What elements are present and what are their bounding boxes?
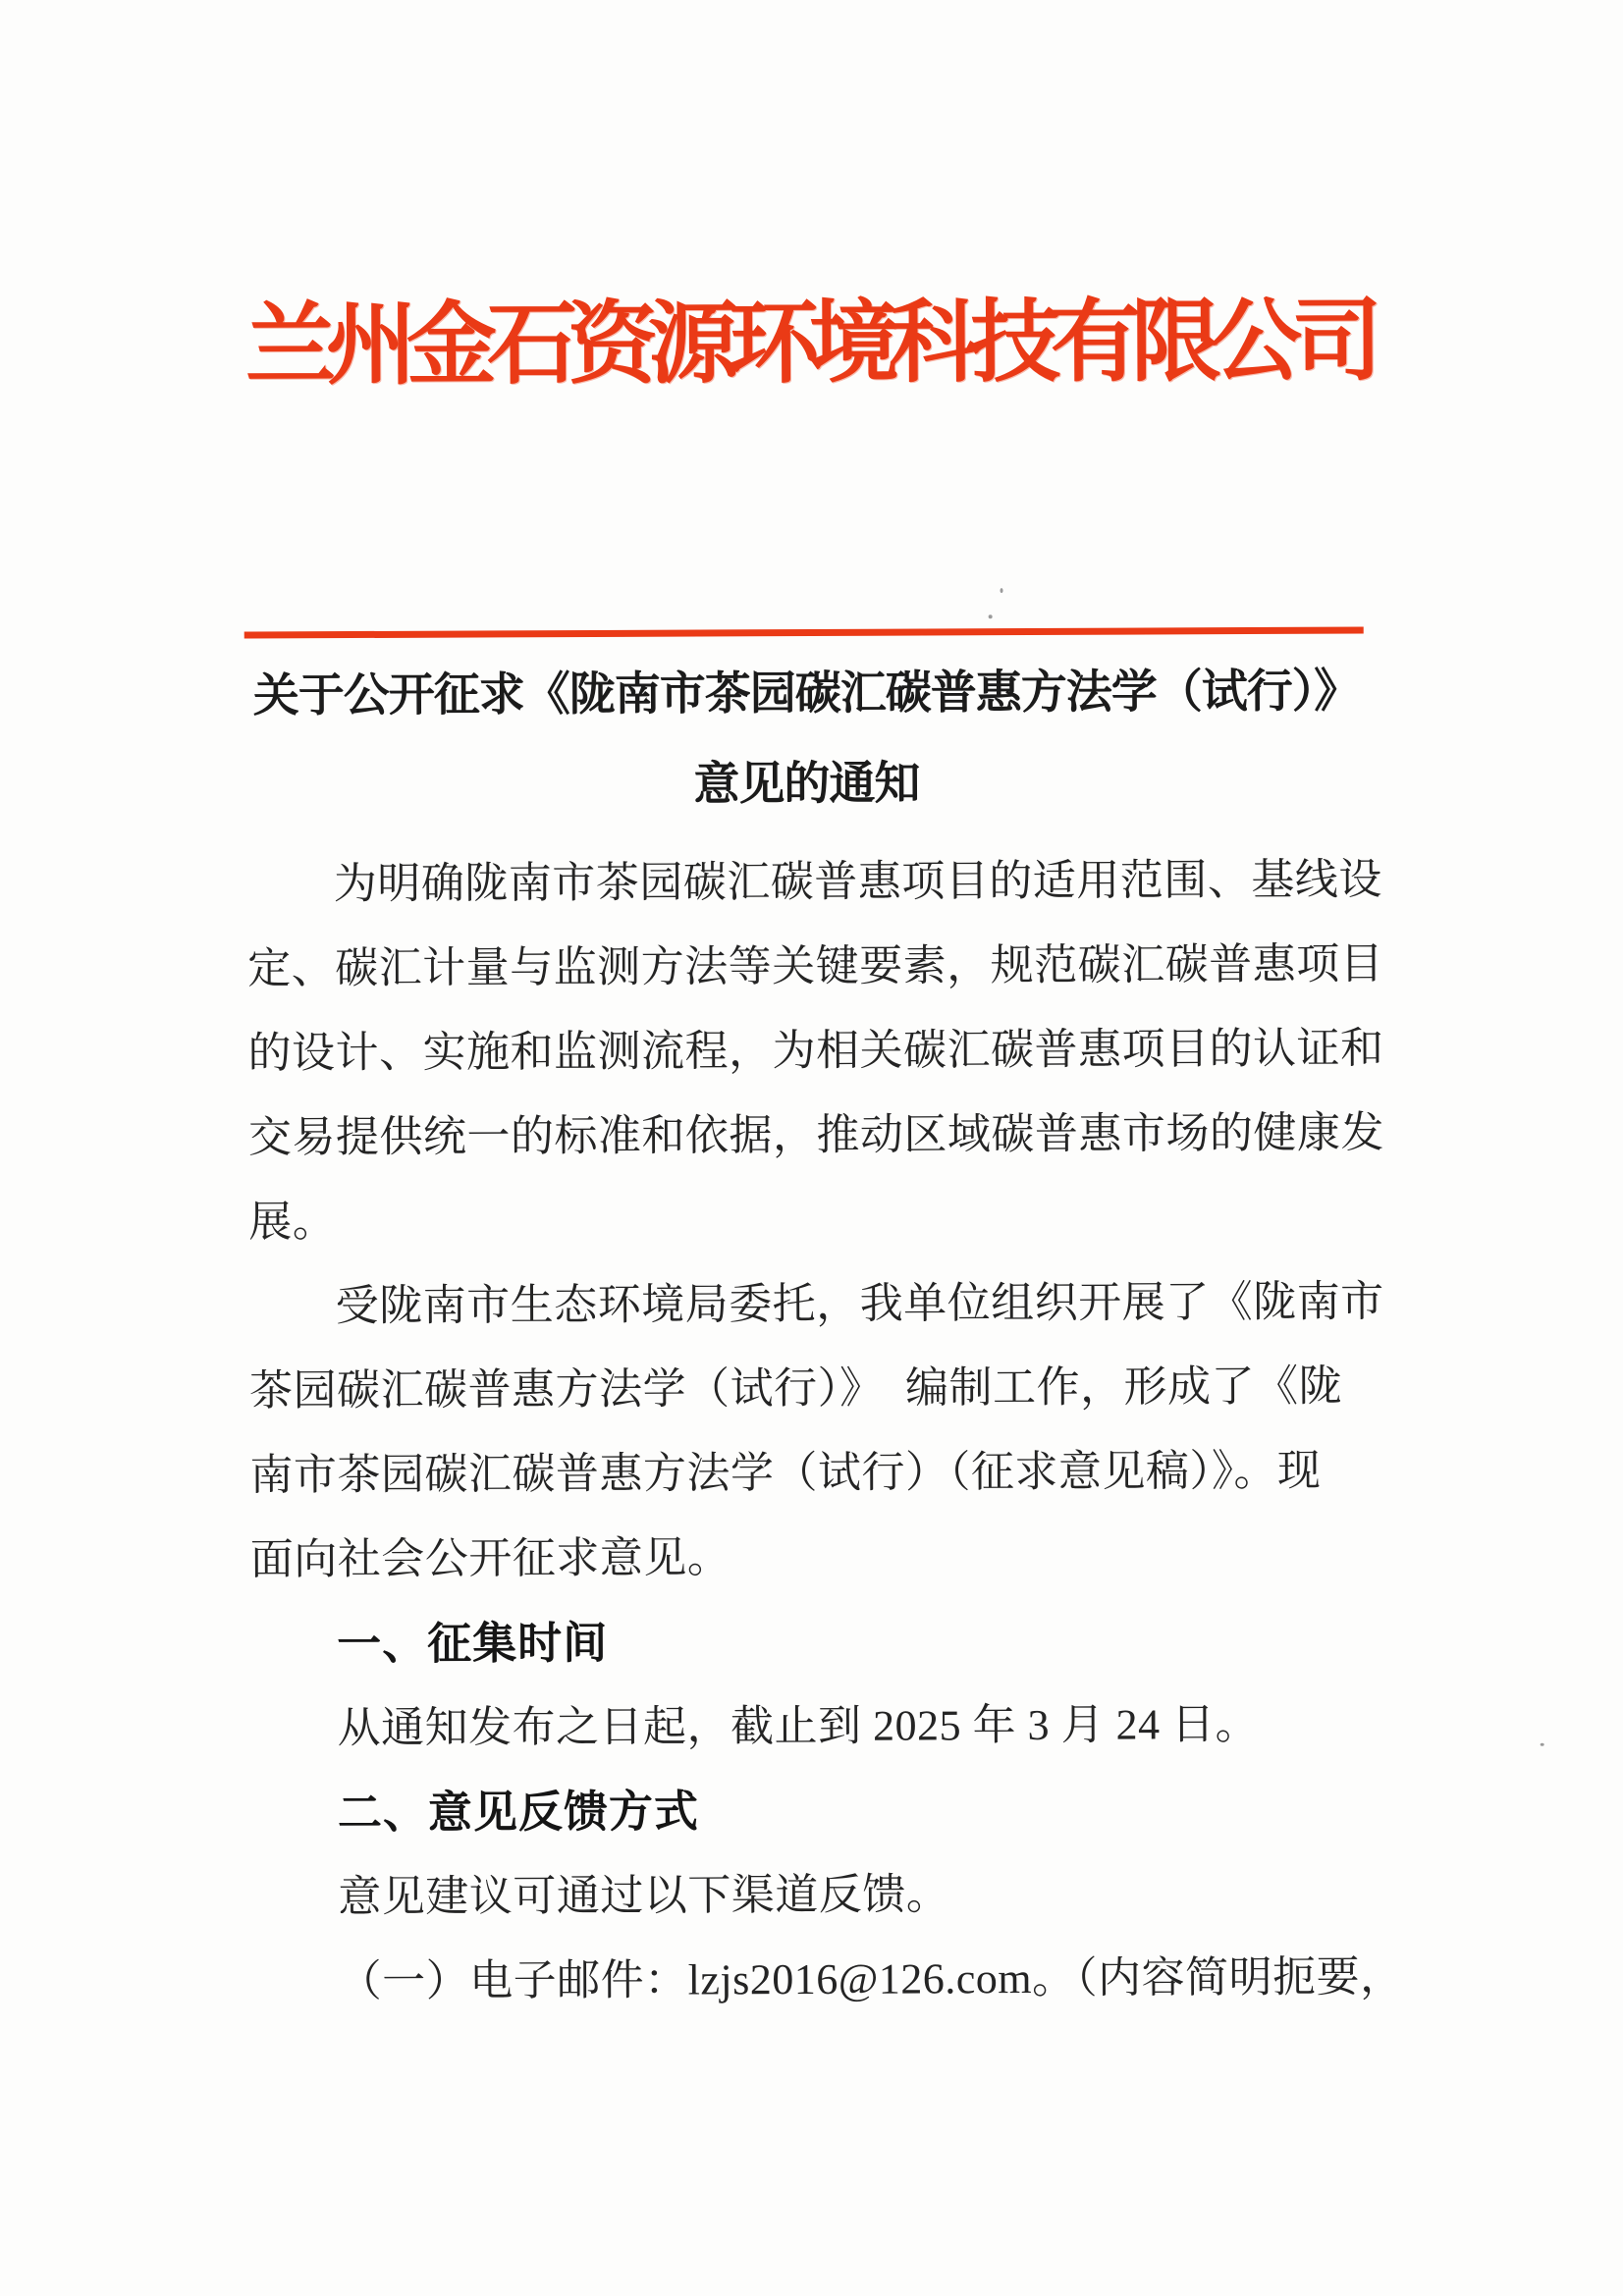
body-line: 受陇南市生态环境局委托，我单位组织开展了《陇南市 — [335, 1277, 1384, 1331]
document-title-line1: 关于公开征求《陇南市茶园碳汇碳普惠方法学（试行）》 — [252, 666, 1360, 722]
body-line: 南市茶园碳汇碳普惠方法学（试行）（征求意见稿）》。现 — [249, 1446, 1322, 1500]
section-heading-feedback-method: 二、意见反馈方式 — [337, 1786, 700, 1839]
body-line: 展。 — [248, 1198, 337, 1247]
body-line: 的设计、实施和监测流程，为相关碳汇碳普惠项目的认证和 — [247, 1024, 1384, 1078]
scan-speck — [1001, 588, 1003, 593]
document-title-line2: 意见的通知 — [693, 758, 920, 811]
deadline-line: 从通知发布之日起，截止到 2025 年 3 月 24 日。 — [337, 1700, 1260, 1753]
email-line: （一）电子邮件：lzjs2016@126.com。（内容简明扼要， — [338, 1952, 1404, 2006]
body-line: 交易提供统一的标准和依据，推动区域碳普惠市场的健康发 — [247, 1108, 1385, 1162]
company-letterhead: 兰州金石资源环境科技有限公司 — [244, 291, 1374, 397]
body-line: 面向社会公开征求意见。 — [249, 1533, 731, 1584]
feedback-channel-line: 意见建议可通过以下渠道反馈。 — [338, 1870, 950, 1922]
scan-speck — [1541, 1743, 1544, 1746]
body-text-block — [247, 837, 1404, 2024]
section-heading-collection-time: 一、征集时间 — [337, 1617, 609, 1670]
body-line: 定、碳汇计量与监测方法等关键要素，规范碳汇碳普惠项目 — [247, 939, 1384, 993]
body-line: 为明确陇南市茶园碳汇碳普惠项目的适用范围、基线设 — [333, 855, 1382, 909]
scan-speck — [989, 614, 993, 618]
body-line: 茶园碳汇碳普惠方法学（试行）》 编制工作，形成了《陇 — [248, 1362, 1343, 1415]
letterhead-divider-line — [244, 627, 1364, 639]
